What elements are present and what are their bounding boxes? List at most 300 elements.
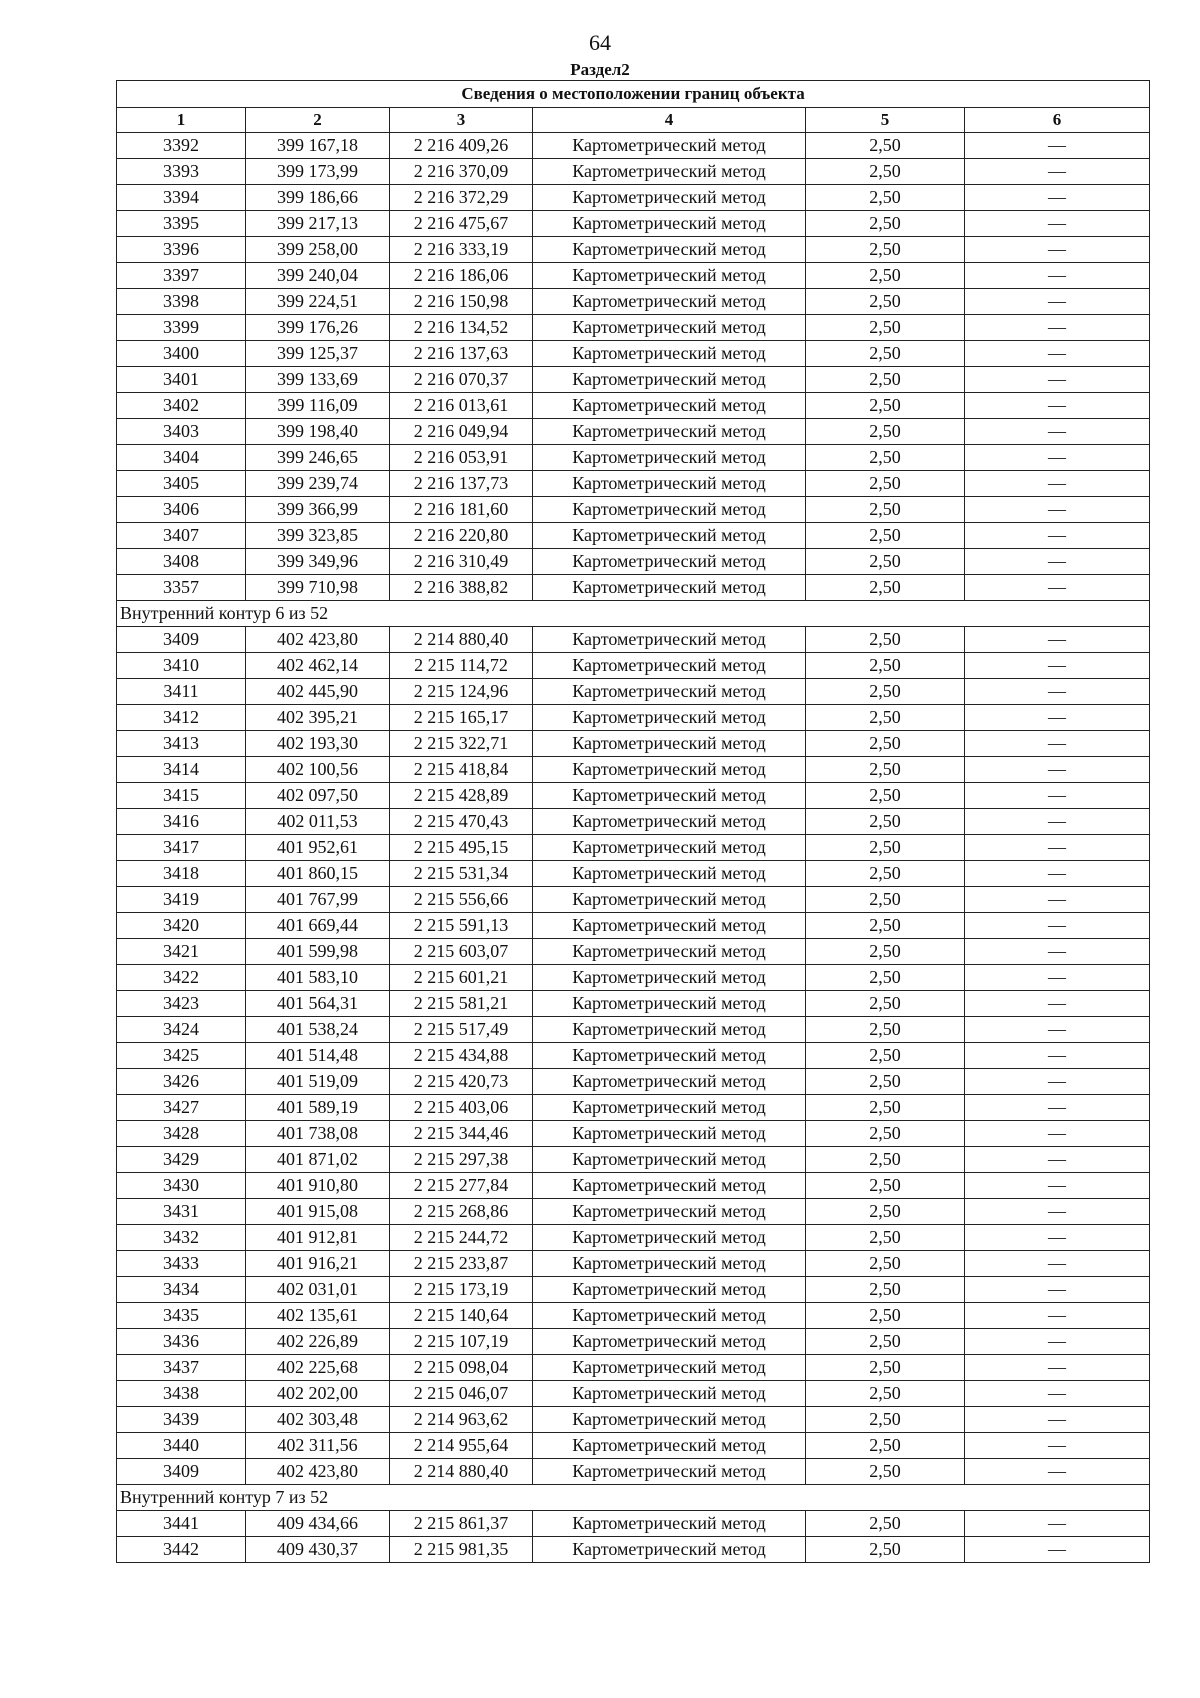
- cell-method: Картометрический метод: [533, 705, 806, 731]
- cell-point-number: 3417: [117, 835, 246, 861]
- table-row: [117, 1303, 1150, 1329]
- cell-point-number: 3405: [117, 471, 246, 497]
- cell-coord-y: 2 215 531,34: [390, 861, 533, 887]
- cell-accuracy: 2,50: [806, 1017, 965, 1043]
- table-row: [117, 1511, 1150, 1537]
- cell-method: Картометрический метод: [533, 653, 806, 679]
- cell-method: Картометрический метод: [533, 913, 806, 939]
- cell-coord-y: 2 216 409,26: [390, 133, 533, 159]
- table-row: [117, 1069, 1150, 1095]
- cell-accuracy: 2,50: [806, 1147, 965, 1173]
- cell-method: Картометрический метод: [533, 757, 806, 783]
- cell-coord-y: 2 215 420,73: [390, 1069, 533, 1095]
- cell-point-number: 3436: [117, 1329, 246, 1355]
- cell-coord-x: 401 519,09: [246, 1069, 390, 1095]
- cell-method: Картометрический метод: [533, 1017, 806, 1043]
- cell-coord-y: 2 215 981,35: [390, 1537, 533, 1563]
- cell-coord-x: 399 246,65: [246, 445, 390, 471]
- cell-description: —: [965, 1225, 1150, 1251]
- cell-method: Картометрический метод: [533, 1329, 806, 1355]
- table-row: [117, 1147, 1150, 1173]
- cell-method: Картометрический метод: [533, 1199, 806, 1225]
- cell-description: —: [965, 185, 1150, 211]
- cell-point-number: 3429: [117, 1147, 246, 1173]
- table-row: [117, 523, 1150, 549]
- cell-description: —: [965, 549, 1150, 575]
- cell-point-number: 3422: [117, 965, 246, 991]
- cell-point-number: 3410: [117, 653, 246, 679]
- cell-coord-x: 402 423,80: [246, 1459, 390, 1485]
- cell-method: Картометрический метод: [533, 1303, 806, 1329]
- cell-coord-x: 402 097,50: [246, 783, 390, 809]
- cell-coord-y: 2 215 165,17: [390, 705, 533, 731]
- cell-accuracy: 2,50: [806, 679, 965, 705]
- cell-description: —: [965, 1381, 1150, 1407]
- cell-method: Картометрический метод: [533, 627, 806, 653]
- cell-coord-y: 2 216 475,67: [390, 211, 533, 237]
- cell-coord-x: 399 240,04: [246, 263, 390, 289]
- cell-accuracy: 2,50: [806, 159, 965, 185]
- cell-description: —: [965, 263, 1150, 289]
- cell-method: Картометрический метод: [533, 1095, 806, 1121]
- cell-point-number: 3409: [117, 1459, 246, 1485]
- cell-description: —: [965, 965, 1150, 991]
- cell-coord-y: 2 215 244,72: [390, 1225, 533, 1251]
- cell-coord-x: 402 226,89: [246, 1329, 390, 1355]
- cell-description: —: [965, 1303, 1150, 1329]
- cell-coord-y: 2 214 880,40: [390, 627, 533, 653]
- cell-coord-y: 2 214 963,62: [390, 1407, 533, 1433]
- cell-method: Картометрический метод: [533, 367, 806, 393]
- table-row: [117, 1277, 1150, 1303]
- cell-method: Картометрический метод: [533, 887, 806, 913]
- cell-point-number: 3442: [117, 1537, 246, 1563]
- section-title: Раздел2: [570, 60, 630, 79]
- cell-point-number: 3428: [117, 1121, 246, 1147]
- cell-coord-x: 399 176,26: [246, 315, 390, 341]
- table-row: [117, 1407, 1150, 1433]
- cell-description: —: [965, 1277, 1150, 1303]
- cell-accuracy: 2,50: [806, 289, 965, 315]
- cell-point-number: 3407: [117, 523, 246, 549]
- cell-coord-y: 2 215 556,66: [390, 887, 533, 913]
- cell-point-number: 3409: [117, 627, 246, 653]
- cell-coord-x: 402 395,21: [246, 705, 390, 731]
- cell-accuracy: 2,50: [806, 185, 965, 211]
- cell-method: Картометрический метод: [533, 419, 806, 445]
- cell-point-number: 3434: [117, 1277, 246, 1303]
- cell-description: —: [965, 991, 1150, 1017]
- cell-method: Картометрический метод: [533, 1433, 806, 1459]
- table-row: [117, 1537, 1150, 1563]
- cell-method: Картометрический метод: [533, 445, 806, 471]
- cell-coord-x: 401 871,02: [246, 1147, 390, 1173]
- column-number-row: [117, 108, 1150, 133]
- table-row: [117, 237, 1150, 263]
- cell-method: Картометрический метод: [533, 1251, 806, 1277]
- cell-coord-x: 401 915,08: [246, 1199, 390, 1225]
- cell-description: —: [965, 237, 1150, 263]
- cell-description: —: [965, 1433, 1150, 1459]
- cell-accuracy: 2,50: [806, 237, 965, 263]
- table-row: [117, 991, 1150, 1017]
- cell-coord-x: 401 952,61: [246, 835, 390, 861]
- cell-coord-x: 399 116,09: [246, 393, 390, 419]
- cell-accuracy: 2,50: [806, 1277, 965, 1303]
- cell-accuracy: 2,50: [806, 393, 965, 419]
- table-row: [117, 341, 1150, 367]
- cell-method: Картометрический метод: [533, 1147, 806, 1173]
- cell-point-number: 3433: [117, 1251, 246, 1277]
- cell-point-number: 3408: [117, 549, 246, 575]
- cell-coord-y: 2 215 861,37: [390, 1511, 533, 1537]
- table-row: [117, 1459, 1150, 1485]
- cell-accuracy: 2,50: [806, 471, 965, 497]
- cell-description: —: [965, 705, 1150, 731]
- table-row: [117, 887, 1150, 913]
- cell-coord-x: 402 311,56: [246, 1433, 390, 1459]
- table-row: [117, 497, 1150, 523]
- cell-coord-y: 2 214 880,40: [390, 1459, 533, 1485]
- cell-accuracy: 2,50: [806, 211, 965, 237]
- cell-coord-x: 401 514,48: [246, 1043, 390, 1069]
- cell-method: Картометрический метод: [533, 1121, 806, 1147]
- cell-description: —: [965, 1511, 1150, 1537]
- cell-coord-y: 2 215 495,15: [390, 835, 533, 861]
- cell-accuracy: 2,50: [806, 1043, 965, 1069]
- cell-method: Картометрический метод: [533, 1407, 806, 1433]
- table-row: [117, 1121, 1150, 1147]
- table-row: [117, 1381, 1150, 1407]
- cell-coord-x: 399 349,96: [246, 549, 390, 575]
- cell-coord-x: 401 738,08: [246, 1121, 390, 1147]
- cell-description: —: [965, 653, 1150, 679]
- cell-coord-y: 2 216 370,09: [390, 159, 533, 185]
- cell-accuracy: 2,50: [806, 1433, 965, 1459]
- cell-description: —: [965, 133, 1150, 159]
- cell-description: —: [965, 211, 1150, 237]
- cell-accuracy: 2,50: [806, 757, 965, 783]
- table-row: [117, 1329, 1150, 1355]
- cell-point-number: 3401: [117, 367, 246, 393]
- cell-point-number: 3400: [117, 341, 246, 367]
- cell-accuracy: 2,50: [806, 1459, 965, 1485]
- column-number: 4: [533, 108, 806, 133]
- cell-coord-x: 402 031,01: [246, 1277, 390, 1303]
- cell-method: Картометрический метод: [533, 341, 806, 367]
- cell-accuracy: 2,50: [806, 627, 965, 653]
- cell-description: —: [965, 1199, 1150, 1225]
- cell-accuracy: 2,50: [806, 419, 965, 445]
- cell-point-number: 3431: [117, 1199, 246, 1225]
- cell-coord-y: 2 215 434,88: [390, 1043, 533, 1069]
- cell-coord-y: 2 215 098,04: [390, 1355, 533, 1381]
- cell-description: —: [965, 575, 1150, 601]
- cell-description: —: [965, 419, 1150, 445]
- cell-coord-y: 2 215 268,86: [390, 1199, 533, 1225]
- cell-coord-x: 399 710,98: [246, 575, 390, 601]
- cell-coord-y: 2 216 372,29: [390, 185, 533, 211]
- cell-accuracy: 2,50: [806, 1199, 965, 1225]
- cell-point-number: 3423: [117, 991, 246, 1017]
- cell-point-number: 3399: [117, 315, 246, 341]
- cell-coord-y: 2 216 310,49: [390, 549, 533, 575]
- cell-description: —: [965, 783, 1150, 809]
- cell-point-number: 3413: [117, 731, 246, 757]
- cell-coord-x: 402 193,30: [246, 731, 390, 757]
- cell-coord-x: 399 125,37: [246, 341, 390, 367]
- cell-accuracy: 2,50: [806, 1329, 965, 1355]
- cell-method: Картометрический метод: [533, 237, 806, 263]
- table-row: [117, 133, 1150, 159]
- cell-coord-x: 399 366,99: [246, 497, 390, 523]
- cell-description: —: [965, 913, 1150, 939]
- table-row: [117, 1225, 1150, 1251]
- cell-coord-x: 399 217,13: [246, 211, 390, 237]
- table-row: [117, 1173, 1150, 1199]
- cell-accuracy: 2,50: [806, 1537, 965, 1563]
- cell-coord-x: 399 198,40: [246, 419, 390, 445]
- cell-description: —: [965, 1017, 1150, 1043]
- cell-accuracy: 2,50: [806, 835, 965, 861]
- cell-coord-x: 399 173,99: [246, 159, 390, 185]
- cell-coord-y: 2 215 322,71: [390, 731, 533, 757]
- cell-description: —: [965, 939, 1150, 965]
- cell-coord-y: 2 216 049,94: [390, 419, 533, 445]
- cell-coord-x: 402 462,14: [246, 653, 390, 679]
- cell-accuracy: 2,50: [806, 1303, 965, 1329]
- cell-accuracy: 2,50: [806, 991, 965, 1017]
- cell-accuracy: 2,50: [806, 341, 965, 367]
- cell-point-number: 3426: [117, 1069, 246, 1095]
- cell-coord-x: 399 239,74: [246, 471, 390, 497]
- table-row: [117, 731, 1150, 757]
- cell-method: Картометрический метод: [533, 783, 806, 809]
- cell-coord-x: 402 225,68: [246, 1355, 390, 1381]
- cell-method: Картометрический метод: [533, 549, 806, 575]
- cell-coord-y: 2 215 114,72: [390, 653, 533, 679]
- cell-method: Картометрический метод: [533, 575, 806, 601]
- cell-description: —: [965, 497, 1150, 523]
- cell-point-number: 3432: [117, 1225, 246, 1251]
- cell-method: Картометрический метод: [533, 1173, 806, 1199]
- cell-accuracy: 2,50: [806, 1095, 965, 1121]
- cell-coord-y: 2 215 233,87: [390, 1251, 533, 1277]
- cell-coord-y: 2 216 137,63: [390, 341, 533, 367]
- cell-description: —: [965, 1355, 1150, 1381]
- cell-description: —: [965, 523, 1150, 549]
- cell-method: Картометрический метод: [533, 835, 806, 861]
- cell-accuracy: 2,50: [806, 783, 965, 809]
- cell-accuracy: 2,50: [806, 861, 965, 887]
- cell-coord-x: 401 564,31: [246, 991, 390, 1017]
- cell-coord-x: 402 100,56: [246, 757, 390, 783]
- cell-coord-x: 401 767,99: [246, 887, 390, 913]
- cell-coord-y: 2 215 107,19: [390, 1329, 533, 1355]
- cell-coord-y: 2 215 297,38: [390, 1147, 533, 1173]
- cell-accuracy: 2,50: [806, 549, 965, 575]
- table-row: [117, 809, 1150, 835]
- table-row: [117, 185, 1150, 211]
- table-row: [117, 1251, 1150, 1277]
- table-row: [117, 939, 1150, 965]
- cell-method: Картометрический метод: [533, 1355, 806, 1381]
- cell-coord-x: 401 538,24: [246, 1017, 390, 1043]
- cell-point-number: 3395: [117, 211, 246, 237]
- cell-accuracy: 2,50: [806, 1355, 965, 1381]
- table-row: [117, 471, 1150, 497]
- cell-accuracy: 2,50: [806, 133, 965, 159]
- cell-accuracy: 2,50: [806, 445, 965, 471]
- cell-coord-y: 2 215 517,49: [390, 1017, 533, 1043]
- table-row: [117, 679, 1150, 705]
- cell-coord-y: 2 215 124,96: [390, 679, 533, 705]
- cell-coord-x: 401 910,80: [246, 1173, 390, 1199]
- table-row: [117, 1355, 1150, 1381]
- cell-coord-x: 402 303,48: [246, 1407, 390, 1433]
- cell-method: Картометрический метод: [533, 991, 806, 1017]
- cell-description: —: [965, 757, 1150, 783]
- cell-coord-y: 2 216 150,98: [390, 289, 533, 315]
- cell-point-number: 3427: [117, 1095, 246, 1121]
- cell-description: —: [965, 1069, 1150, 1095]
- contour-label: Внутренний контур 6 из 52: [117, 601, 1150, 627]
- column-number: 2: [246, 108, 390, 133]
- cell-method: Картометрический метод: [533, 731, 806, 757]
- cell-description: —: [965, 367, 1150, 393]
- cell-method: Картометрический метод: [533, 809, 806, 835]
- cell-method: Картометрический метод: [533, 315, 806, 341]
- cell-coord-y: 2 216 181,60: [390, 497, 533, 523]
- table-row: [117, 211, 1150, 237]
- cell-method: Картометрический метод: [533, 1381, 806, 1407]
- cell-accuracy: 2,50: [806, 1121, 965, 1147]
- table-row: [117, 757, 1150, 783]
- cell-point-number: 3416: [117, 809, 246, 835]
- cell-point-number: 3421: [117, 939, 246, 965]
- cell-point-number: 3439: [117, 1407, 246, 1433]
- cell-point-number: 3441: [117, 1511, 246, 1537]
- cell-accuracy: 2,50: [806, 1511, 965, 1537]
- table-row: [117, 575, 1150, 601]
- cell-point-number: 3396: [117, 237, 246, 263]
- cell-point-number: 3393: [117, 159, 246, 185]
- cell-point-number: 3415: [117, 783, 246, 809]
- cell-accuracy: 2,50: [806, 1069, 965, 1095]
- cell-point-number: 3424: [117, 1017, 246, 1043]
- cell-point-number: 3392: [117, 133, 246, 159]
- cell-coord-y: 2 215 470,43: [390, 809, 533, 835]
- cell-coord-y: 2 215 277,84: [390, 1173, 533, 1199]
- cell-description: —: [965, 445, 1150, 471]
- boundary-table: [116, 80, 1150, 1563]
- cell-accuracy: 2,50: [806, 705, 965, 731]
- table-row: [117, 653, 1150, 679]
- cell-accuracy: 2,50: [806, 809, 965, 835]
- cell-accuracy: 2,50: [806, 263, 965, 289]
- cell-coord-y: 2 216 388,82: [390, 575, 533, 601]
- cell-point-number: 3357: [117, 575, 246, 601]
- cell-accuracy: 2,50: [806, 1173, 965, 1199]
- table-row: [117, 627, 1150, 653]
- cell-coord-y: 2 214 955,64: [390, 1433, 533, 1459]
- cell-coord-x: 401 912,81: [246, 1225, 390, 1251]
- table-row: [117, 367, 1150, 393]
- cell-point-number: 3425: [117, 1043, 246, 1069]
- cell-coord-y: 2 216 186,06: [390, 263, 533, 289]
- table-row: [117, 1199, 1150, 1225]
- table-row: [117, 783, 1150, 809]
- cell-description: —: [965, 627, 1150, 653]
- cell-point-number: 3394: [117, 185, 246, 211]
- table-row: [117, 861, 1150, 887]
- cell-description: —: [965, 809, 1150, 835]
- cell-method: Картометрический метод: [533, 289, 806, 315]
- cell-point-number: 3404: [117, 445, 246, 471]
- cell-point-number: 3437: [117, 1355, 246, 1381]
- cell-coord-y: 2 215 603,07: [390, 939, 533, 965]
- cell-coord-y: 2 215 046,07: [390, 1381, 533, 1407]
- cell-method: Картометрический метод: [533, 861, 806, 887]
- cell-point-number: 3418: [117, 861, 246, 887]
- cell-method: Картометрический метод: [533, 1069, 806, 1095]
- cell-coord-x: 401 916,21: [246, 1251, 390, 1277]
- cell-coord-x: 402 011,53: [246, 809, 390, 835]
- cell-point-number: 3412: [117, 705, 246, 731]
- cell-description: —: [965, 1173, 1150, 1199]
- cell-method: Картометрический метод: [533, 1277, 806, 1303]
- cell-description: —: [965, 1459, 1150, 1485]
- cell-coord-x: 399 224,51: [246, 289, 390, 315]
- table-row: [117, 1433, 1150, 1459]
- cell-accuracy: 2,50: [806, 497, 965, 523]
- cell-accuracy: 2,50: [806, 315, 965, 341]
- cell-description: —: [965, 1537, 1150, 1563]
- cell-accuracy: 2,50: [806, 653, 965, 679]
- cell-coord-y: 2 215 403,06: [390, 1095, 533, 1121]
- cell-method: Картометрический метод: [533, 1511, 806, 1537]
- cell-method: Картометрический метод: [533, 185, 806, 211]
- cell-coord-x: 402 445,90: [246, 679, 390, 705]
- cell-point-number: 3414: [117, 757, 246, 783]
- cell-description: —: [965, 835, 1150, 861]
- table-row: [117, 445, 1150, 471]
- cell-method: Картометрический метод: [533, 523, 806, 549]
- cell-coord-y: 2 216 220,80: [390, 523, 533, 549]
- cell-coord-x: 409 434,66: [246, 1511, 390, 1537]
- cell-method: Картометрический метод: [533, 1225, 806, 1251]
- cell-method: Картометрический метод: [533, 1043, 806, 1069]
- cell-point-number: 3406: [117, 497, 246, 523]
- cell-coord-y: 2 215 591,13: [390, 913, 533, 939]
- cell-coord-x: 401 589,19: [246, 1095, 390, 1121]
- cell-point-number: 3435: [117, 1303, 246, 1329]
- cell-point-number: 3403: [117, 419, 246, 445]
- contour-label: Внутренний контур 7 из 52: [117, 1485, 1150, 1511]
- cell-method: Картометрический метод: [533, 133, 806, 159]
- cell-accuracy: 2,50: [806, 575, 965, 601]
- table-row: [117, 419, 1150, 445]
- cell-method: Картометрический метод: [533, 939, 806, 965]
- cell-description: —: [965, 289, 1150, 315]
- table-row: [117, 549, 1150, 575]
- cell-coord-x: 402 135,61: [246, 1303, 390, 1329]
- cell-accuracy: 2,50: [806, 1381, 965, 1407]
- contour-header-row: [117, 1485, 1150, 1511]
- cell-coord-x: 399 323,85: [246, 523, 390, 549]
- cell-coord-x: 399 186,66: [246, 185, 390, 211]
- cell-coord-y: 2 216 137,73: [390, 471, 533, 497]
